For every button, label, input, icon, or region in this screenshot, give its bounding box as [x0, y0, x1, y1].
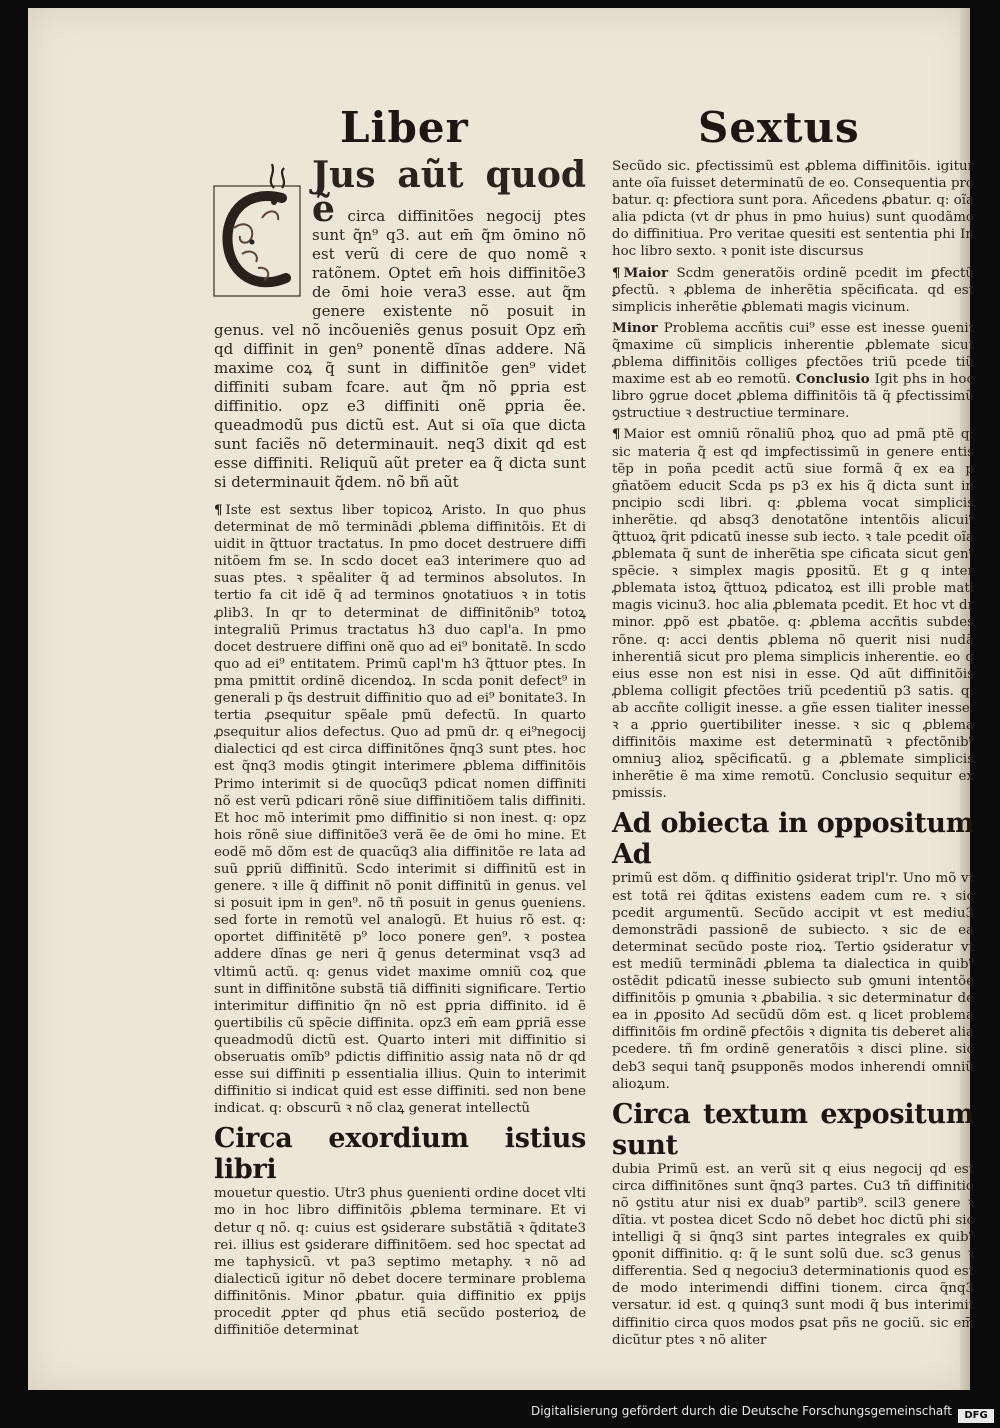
conclusio-text: Igit phs in hoc libro ꝯgrue docet ꝓblema diffinitõis tã q̃ ꝑfectissimũ ꝯstructiue ꝛ destructiue terminare. [612, 372, 974, 422]
section-heading-textum: Circa textum expositum sunt [612, 1098, 974, 1161]
pilcrow-icon: ¶ [214, 502, 223, 518]
book-page [28, 8, 974, 1390]
conclusio-label: Conclusio [795, 371, 870, 388]
gloss-text: Iste est sextus liber topicoꝝ Aristo. In quo phus determinat de mõ terminãdi ꝓblema diffinitõis. Et di uidit in q̃ttuor tractatus. In pmo docet destruere diffi nitõem fm se. In scdo docet ea3 interimere quo ad suas ptes. ꝛ spẽaliter q̃ ad terminos absolutos. In tertio fa cit idẽ q̃ ad terminos ꝯnotatiuos ꝛ in totis ꝓlib3. In qr to determinat de diffinitõnib⁹ totoꝝ integraliũ Primus tractatus h3 duo capl'a. In pmo docet destruere diffini onẽ quo ad ei⁹ bonitatẽ. In scdo quo ad ei⁹ entitatem. Primũ capl'm h3 q̃ttuor ptes. In pma pmittit ordinẽ dicendoꝝ. In scda ponit defect⁹ in generali p q̃s destruit diffinitio quo ad ei⁹ bonitate3. In tertia ꝓsequitur spẽale pmũ defectũ. In quarto ꝓsequitur alios defectus. Quo ad pmũ dr. q ei⁹negocij dialectici qd est circa diffinitõnes q̃nq3 sunt ptes. hoc est q̃nq3 modis ꝯtingit interimere ꝓblema diffinitõis Primo interimit si de quocũq3 pdicat nomen diffiniti nõ est verũ pdicari rõnẽ siue diffinitiõem talis diffiniti. Et hoc mõ interimit pmo diffinitio si non inest. q: opz hois rõnẽ siue diffinitõe3 verã ẽe de ōmi ho mine. Et eodẽ mõ dõm est de quacũq3 alia diffinitõe re lata ad suũ ꝑpriũ diffinitũ. Scdo interimit si diffinitũ est in genere. ꝛ ille q̃ diffinit nõ ponit diffinitũ in genus. vel si posuit ipm in gen⁹. nõ tñ posuit in genus ꝯueniens. sed forte in remotũ vel analogũ. Et huius rõ est. q: oportet diffinitẽtẽ p⁹ loco ponere gen⁹. ꝛ postea addere dĩnas ge neri q̃ genus determinat vsq3 ad vltimũ actũ. q: genus videt maxime omniũ coꝝ que sunt in diffinitõne substã tiã diffiniti significare. Tertio interimitur diffinitio q̃n nõ est ꝑpria diffinito. id ẽ ꝯuertibilis cũ spẽcie diffinita. opz3 em̄ eam ꝑpriã esse queadmodũ dictũ est. Quarto interi mit diffinitio si obseruatis omĩb⁹ pdictis diffinitio assig nata nõ dr qd esse sui diffiniti p essentialia illius. Quin to interimit diffinitio si indicat quid est esse diffiniti. sed non bene indicat. q: obscurũ ꝛ nõ claꝝ generat intellectũ [214, 503, 586, 1117]
right-column [612, 158, 974, 1353]
running-head-left: Liber [340, 103, 469, 152]
reply-paragraph: primũ est dõm. q diffinitio ꝯsiderat tripl'r. Uno mõ vt est totã rei q̃ditas existens eadem cum re. ꝛ sic pcedit argumentũ. Secũdo accipit vt est mediu3 demonstrãdi passionẽ de subiecto. ꝛ sic de ea determinat secũdo poste rioꝝ. Tertio ꝯsideratur vt est mediũ terminãdi ꝓblema ta dialectica in quib⁹ ostẽdit pdicatũ inesse subiecto sub ꝯmuni intentõe diffinitõis p ꝯmunia ꝛ ꝓbabilia. ꝛ sic determinatur de ea in ꝓposito Ad secũdũ dõm est. q licet problema diffinitõis fm ordinẽ ꝑfectõis ꝛ dignita tis deberet alia pcedere. tñ fm ordinẽ generatõis ꝛ disci pline. sic deb3 sequi tanq̃ ꝑsupponẽs modos inherendi omniũ alioꝝum. [612, 871, 974, 1092]
floral-initial-icon [212, 158, 304, 308]
digitization-credit: Digitalisierung gefördert durch die Deutsche Forschungsgemeinschaft [530, 1404, 952, 1418]
maior-paragraph [612, 265, 974, 316]
minor-label: Minor [612, 319, 658, 336]
section-heading-exordium: Circa exordium istius libri [214, 1123, 586, 1186]
gloss-paragraph [214, 502, 586, 1117]
section-heading-obiecta: Ad obiecta in oppositum Ad [612, 808, 974, 871]
dubia-paragraph: dubia Primũ est. an verũ sit q eius negocij qd est circa diffinitõnes sunt q̃nq3 partes. Cu3 tñ diffinitio nõ ꝯstitu atur nisi ex duab⁹ partib⁹. scil3 genere ꝛ dĩtia. vt postea dicet Scdo nõ debet hoc dictũ phi sic intelligi q̃ si q̃nq3 sint partes integrales ex quib⁹ ꝯponit diffinitio. q: q̃ le sunt solũ due. sc3 genus ꝛ differentia. Sed q negociu3 determinationis quod est de modo interimendi diffini tionem. circa q̃nq3 versatur. id est. q quinq3 sunt modi q̃ bus interimit diffinitio circa quos modos ꝑsat pñs ne gociũ. sic em̄ dicũtur ptes ꝛ nõ aliter [612, 1161, 974, 1348]
maior-proof-paragraph [612, 426, 974, 802]
minor-paragraph [612, 320, 974, 423]
maior-proof-text: Maior est omniũ rõnaliũ phoꝝ quo ad pmã ptẽ q: sic materia q̃ est qd imꝑfectissimũ in genere entis tẽp in poña pcedit actũ siue formã q̃ ex ea p gñatõem educit Scda ps p3 ex his q̃ dicta sunt in pncipio scdi libri. q: ꝓblema vocat simplicis inherẽtie. qd absq3 denotatõne intentõis alicui⁹ q̃ttuoꝝ q̃rit pdicatũ inesse sub iecto. ꝛ tale pcedit oĩa ꝓblemata q̃ sunt de inherẽtia spe cificata sicut gen⁹ spẽcie. ꝛ simplex magis ꝑpositũ. Et g q inter ꝓblemata istoꝝ q̃ttuoꝝ pdicatoꝝ est illi proble mati magis vicinu3. hoc alia ꝓblemata pcedit. Et hoc vt dr minor. ꝓpõ est ꝓbatõe. q: ꝓblema accñtis subdes rõne. q: acci dentis ꝓblema nõ querit nisi nudã inherentiã sicut pro plema simplicis inherentie. eo q eius esse non est nisi in esse. Qd aũt diffinitõis ꝓblema colligit ꝑfectões triũ pcedentiũ p3 satis. q: ab accñte colligit inesse. a gñe essen tialiter inesse. ꝛ a ꝓprio ꝯuertibiliter inesse. ꝛ sic q ꝓblema diffinitõis maxime est determinatũ ꝛ ꝑfectõnib⁹ omniuꝫ alioꝝ spẽcificatũ. g a ꝓblemate simplicis inherẽtie ẽ ma xime remotũ. Conclusio sequitur ex pmissis. [612, 427, 974, 802]
question-paragraph: mouetur questio. Utr3 phus ꝯuenienti ordine docet vlti mo in hoc libro diffinitõis ꝓblema terminare. Et vi detur q nõ. q: cuius est ꝯsiderare substãtiã ꝛ q̃ditate3 rei. illius est ꝯsiderare diffinitõem. sed hoc spectat ad me taphysicũ. vt pa3 septimo metaphy. ꝛ nõ ad dialecticũ igitur nõ debet docere terminare problema diffinitõnis. Minor ꝓbatur. quia diffinitio ex ꝑpijs procedit ꝓpter qd phus etiã secũdo posterioꝝ de diffinitiõe determinat [214, 1186, 586, 1339]
pilcrow-icon: ¶ [612, 426, 621, 443]
maior-text: Scdm generatõis ordinẽ pcedit im ꝑfectũ ꝑfectũ. ꝛ ꝓblema de inherẽtia spẽcificata. qd est simplicis inherẽtie ꝓblemati magis vicinum. [612, 265, 974, 315]
argument-paragraph: Secũdo sic. ꝑfectissimũ est ꝓblema diffinitõis. igitur ante oĩa fuisset determinatũ de eo. Consequentia pro batur. q: ꝑfectiora sunt pora. Añcedens ꝓbatur. q: oĩa alia pdicta (vt dr phus in pmo huius) sunt quodãmo do diffinitiua. Pro veritae quesiti est sententia phi In hoc libro sexto. ꝛ ponit iste discursus [612, 159, 974, 260]
dfg-logo: DFG [958, 1409, 994, 1423]
opening-body: circa diffinitões negocij ptes sunt q̃n⁹ q3. aut em̄ q̃m ōmino nõ est verũ di cere de quo nomẽ ꝛ ratõnem. Optet em̄ hois diffinitõe3 de ōmi hoie vera3 esse. aut q̃m genere existente nõ posuit in genus. vel nõ incõueniẽs genus posuit Opz em̄ qd diffinit in gen⁹ ponentẽ dĩnas addere. Nã maxime coꝝ q̃ sunt in diffinitõe gen⁹ videt diffiniti subam fcare. aut q̃m nõ ꝑpria est diffinitio. opz e3 diffiniti onẽ ꝑpria ẽe. queadmodũ pus dictũ est. Aut si oĩa que dicta sunt faciẽs nõ determinauit. neq3 dixit qd est esse diffiniti. Reliquũ aũt preter ea q̃ dicta sunt si determinauit q̃dem. nõ bñ aũt [214, 207, 586, 491]
decorated-initial-c [212, 158, 304, 308]
maior-label: Maior [623, 264, 669, 281]
left-column [214, 154, 586, 1343]
running-head-right: Sextus [698, 103, 860, 152]
minor-text: Problema accñtis cui⁹ esse est inesse ꝯuenit q̃maxime cũ simplicis inherentie ꝓblemate sicut ꝓblema diffinitõis colliges ꝑfectões triũ pcede tiũ maxime est ab eo remotũ. [612, 320, 974, 388]
incipit: Jus aũt quod ẽ [312, 154, 586, 230]
pilcrow-icon: ¶ [612, 264, 621, 281]
